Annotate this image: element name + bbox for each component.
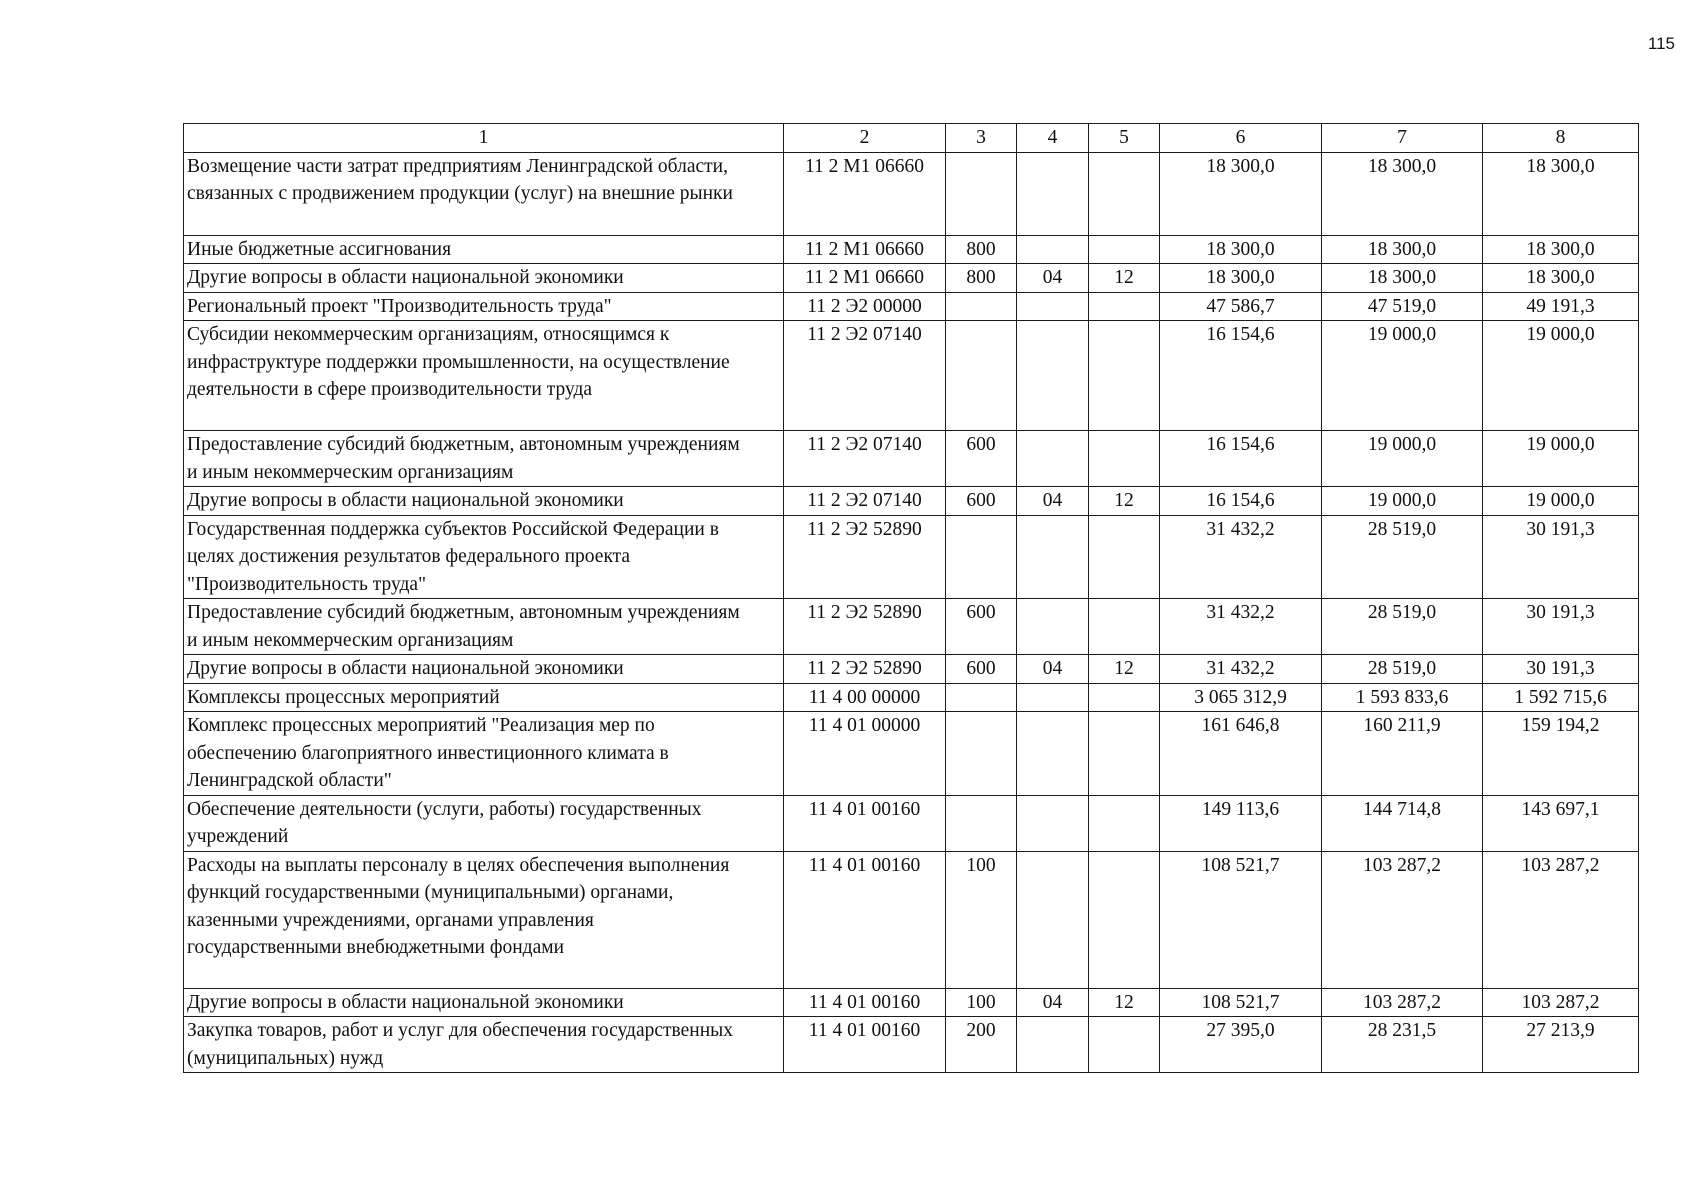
section-cell: 04 [1017,655,1089,684]
amount-col6-cell: 31 432,2 [1160,655,1322,684]
row-name-cell [184,235,784,264]
amount-col7-cell: 19 000,0 [1322,487,1483,516]
row-name-line: функций государственными (муниципальными) органами, [187,882,674,903]
amount-col7-cell: 19 000,0 [1322,321,1483,431]
budget-table [183,123,1639,1073]
section-cell [1017,431,1089,487]
expense-type-cell [946,321,1017,431]
amount-col8-cell: 19 000,0 [1483,487,1639,516]
column-header: 8 [1483,124,1639,153]
column-header: 2 [784,124,946,153]
row-name-line: Государственная поддержка субъектов Российской Федерации в [187,518,719,540]
section-cell [1017,683,1089,712]
row-name-cell [184,683,784,712]
row-name-cell [184,431,784,487]
amount-col7-cell: 47 519,0 [1322,292,1483,321]
amount-col6-cell: 108 521,7 [1160,851,1322,988]
subsection-cell: 12 [1089,264,1160,293]
amount-col7-cell: 160 211,9 [1322,712,1483,796]
amount-col7-cell: 103 287,2 [1322,988,1483,1017]
row-name-line: Предоставление субсидий бюджетным, автономным учреждениям [187,602,740,623]
row-name-cell [184,152,784,235]
amount-col8-cell: 49 191,3 [1483,292,1639,321]
subsection-cell: 12 [1089,487,1160,516]
row-name-cell [184,988,784,1017]
row-name-line: Иные бюджетные ассигнования [187,238,452,260]
row-name-cell [184,655,784,684]
amount-col6-cell: 3 065 312,9 [1160,683,1322,712]
section-cell [1017,321,1089,431]
row-name-line: деятельности в сфере производительности труда [187,379,593,400]
amount-col8-cell: 18 300,0 [1483,235,1639,264]
row-name-line: Обеспечение деятельности (услуги, работы) государственных [187,798,702,820]
section-cell [1017,712,1089,796]
subsection-cell [1089,431,1160,487]
table-row [184,431,1639,487]
row-name-line: учреждений [187,826,289,847]
target-code-cell: 11 4 00 00000 [784,683,946,712]
amount-col6-cell: 149 113,6 [1160,795,1322,851]
table-row [184,851,1639,988]
target-code-cell: 11 2 Э2 52890 [784,655,946,684]
subsection-cell [1089,795,1160,851]
table-row [184,795,1639,851]
amount-col7-cell: 18 300,0 [1322,152,1483,235]
amount-col8-cell: 19 000,0 [1483,321,1639,431]
table-row [184,599,1639,655]
amount-col8-cell: 30 191,3 [1483,655,1639,684]
amount-col7-cell: 28 519,0 [1322,599,1483,655]
expense-type-cell [946,515,1017,599]
section-cell [1017,599,1089,655]
table-row [184,152,1639,235]
target-code-cell: 11 4 01 00160 [784,988,946,1017]
section-cell: 04 [1017,487,1089,516]
target-code-cell: 11 2 Э2 07140 [784,321,946,431]
target-code-cell: 11 2 Э2 00000 [784,292,946,321]
amount-col8-cell: 1 592 715,6 [1483,683,1639,712]
expense-type-cell: 100 [946,988,1017,1017]
amount-col8-cell: 103 287,2 [1483,851,1639,988]
row-name-line: и иным некоммерческим организациям [187,461,514,483]
subsection-cell [1089,515,1160,599]
subsection-cell [1089,152,1160,235]
table-row [184,655,1639,684]
row-name-cell [184,515,784,599]
row-name-cell [184,795,784,851]
amount-col8-cell: 159 194,2 [1483,712,1639,796]
row-name-line: инфраструктуре поддержки промышленности, на осуществление [187,351,730,373]
amount-col6-cell: 47 586,7 [1160,292,1322,321]
column-header: 5 [1089,124,1160,153]
subsection-cell [1089,851,1160,988]
amount-col7-cell: 19 000,0 [1322,431,1483,487]
amount-col6-cell: 31 432,2 [1160,515,1322,599]
column-header: 3 [946,124,1017,153]
row-name-line: Региональный проект "Производительность труда" [187,295,612,317]
amount-col6-cell: 161 646,8 [1160,712,1322,796]
target-code-cell: 11 2 M1 06660 [784,264,946,293]
amount-col6-cell: 18 300,0 [1160,152,1322,235]
expense-type-cell [946,795,1017,851]
section-cell [1017,795,1089,851]
column-header: 7 [1322,124,1483,153]
row-name-cell [184,292,784,321]
row-name-cell [184,712,784,796]
row-name-line: Другие вопросы в области национальной экономики [187,267,624,288]
amount-col7-cell: 28 519,0 [1322,655,1483,684]
table-body [184,152,1639,1073]
amount-col8-cell: 30 191,3 [1483,515,1639,599]
amount-col8-cell: 19 000,0 [1483,431,1639,487]
row-name-cell [184,321,784,431]
column-header: 1 [184,124,784,153]
row-name-line: Комплексы процессных мероприятий [187,686,500,708]
section-cell [1017,515,1089,599]
expense-type-cell: 600 [946,655,1017,684]
expense-type-cell [946,712,1017,796]
subsection-cell [1089,321,1160,431]
target-code-cell: 11 2 Э2 07140 [784,487,946,516]
target-code-cell: 11 2 Э2 52890 [784,515,946,599]
subsection-cell [1089,1017,1160,1073]
expense-type-cell: 800 [946,235,1017,264]
row-name-line: обеспечению благоприятного инвестиционного климата в [187,742,669,764]
amount-col7-cell: 18 300,0 [1322,264,1483,293]
expense-type-cell: 100 [946,851,1017,988]
subsection-cell [1089,235,1160,264]
row-name-cell [184,599,784,655]
row-name-line: и иным некоммерческим организациям [187,629,514,651]
row-name-line: связанных с продвижением продукции (услуг) на внешние рынки [187,183,733,204]
column-header: 6 [1160,124,1322,153]
amount-col7-cell: 103 287,2 [1322,851,1483,988]
table-row [184,235,1639,264]
table-row [184,988,1639,1017]
section-cell: 04 [1017,264,1089,293]
amount-col7-cell: 18 300,0 [1322,235,1483,264]
subsection-cell [1089,712,1160,796]
row-name-cell [184,264,784,293]
row-name-line: Предоставление субсидий бюджетным, автономным учреждениям [187,434,740,455]
target-code-cell: 11 4 01 00160 [784,1017,946,1073]
row-name-cell [184,1017,784,1073]
target-code-cell: 11 4 01 00160 [784,795,946,851]
row-name-line: Комплекс процессных мероприятий "Реализация мер по [187,715,655,736]
amount-col8-cell: 143 697,1 [1483,795,1639,851]
table-row [184,712,1639,796]
expense-type-cell [946,683,1017,712]
amount-col7-cell: 144 714,8 [1322,795,1483,851]
table-row [184,683,1639,712]
section-cell: 04 [1017,988,1089,1017]
section-cell [1017,292,1089,321]
amount-col6-cell: 18 300,0 [1160,235,1322,264]
row-name-line: (муниципальных) нужд [187,1047,384,1069]
table-row [184,1017,1639,1073]
table-row [184,264,1639,293]
expense-type-cell: 800 [946,264,1017,293]
expense-type-cell: 600 [946,431,1017,487]
row-name-line: Возмещение части затрат предприятиям Ленинградской области, [187,155,728,177]
target-code-cell: 11 2 Э2 07140 [784,431,946,487]
subsection-cell [1089,292,1160,321]
amount-col7-cell: 28 519,0 [1322,515,1483,599]
expense-type-cell: 600 [946,487,1017,516]
amount-col8-cell: 18 300,0 [1483,152,1639,235]
amount-col7-cell: 1 593 833,6 [1322,683,1483,712]
section-cell [1017,1017,1089,1073]
amount-col6-cell: 16 154,6 [1160,431,1322,487]
amount-col6-cell: 16 154,6 [1160,321,1322,431]
row-name-line: целях достижения результатов федерального проекта [187,546,631,567]
column-header: 4 [1017,124,1089,153]
row-name-line: "Производительность труда" [187,573,427,595]
header-row [184,124,1639,153]
expense-type-cell [946,292,1017,321]
amount-col6-cell: 31 432,2 [1160,599,1322,655]
amount-col6-cell: 16 154,6 [1160,487,1322,516]
amount-col6-cell: 27 395,0 [1160,1017,1322,1073]
table-row [184,292,1639,321]
row-name-line: Другие вопросы в области национальной экономики [187,490,624,511]
row-name-cell [184,851,784,988]
subsection-cell: 12 [1089,655,1160,684]
target-code-cell: 11 4 01 00160 [784,851,946,988]
target-code-cell: 11 2 M1 06660 [784,235,946,264]
row-name-cell [184,487,784,516]
section-cell [1017,152,1089,235]
expense-type-cell: 200 [946,1017,1017,1073]
row-name-line: казенными учреждениями, органами управления [187,909,594,931]
target-code-cell: 11 4 01 00000 [784,712,946,796]
row-name-line: Субсидии некоммерческим организациям, относящимся к [187,324,670,345]
row-name-line: Закупка товаров, работ и услуг для обеспечения государственных [187,1020,734,1041]
expense-type-cell: 600 [946,599,1017,655]
row-name-line: Ленинградской области" [187,770,392,791]
table-row [184,515,1639,599]
section-cell [1017,235,1089,264]
amount-col8-cell: 27 213,9 [1483,1017,1639,1073]
row-name-line: Другие вопросы в области национальной экономики [187,991,624,1013]
row-name-line: Расходы на выплаты персоналу в целях обеспечения выполнения [187,854,730,876]
amount-col8-cell: 30 191,3 [1483,599,1639,655]
amount-col6-cell: 18 300,0 [1160,264,1322,293]
subsection-cell [1089,683,1160,712]
table-row [184,321,1639,431]
subsection-cell [1089,599,1160,655]
amount-col6-cell: 108 521,7 [1160,988,1322,1017]
row-name-line: Другие вопросы в области национальной экономики [187,658,624,679]
expense-type-cell [946,152,1017,235]
table-row [184,487,1639,516]
section-cell [1017,851,1089,988]
subsection-cell: 12 [1089,988,1160,1017]
target-code-cell: 11 2 M1 06660 [784,152,946,235]
target-code-cell: 11 2 Э2 52890 [784,599,946,655]
row-name-line: государственными внебюджетными фондами [187,937,565,958]
amount-col8-cell: 103 287,2 [1483,988,1639,1017]
amount-col7-cell: 28 231,5 [1322,1017,1483,1073]
amount-col8-cell: 18 300,0 [1483,264,1639,293]
page-number: 115 [1647,34,1675,53]
